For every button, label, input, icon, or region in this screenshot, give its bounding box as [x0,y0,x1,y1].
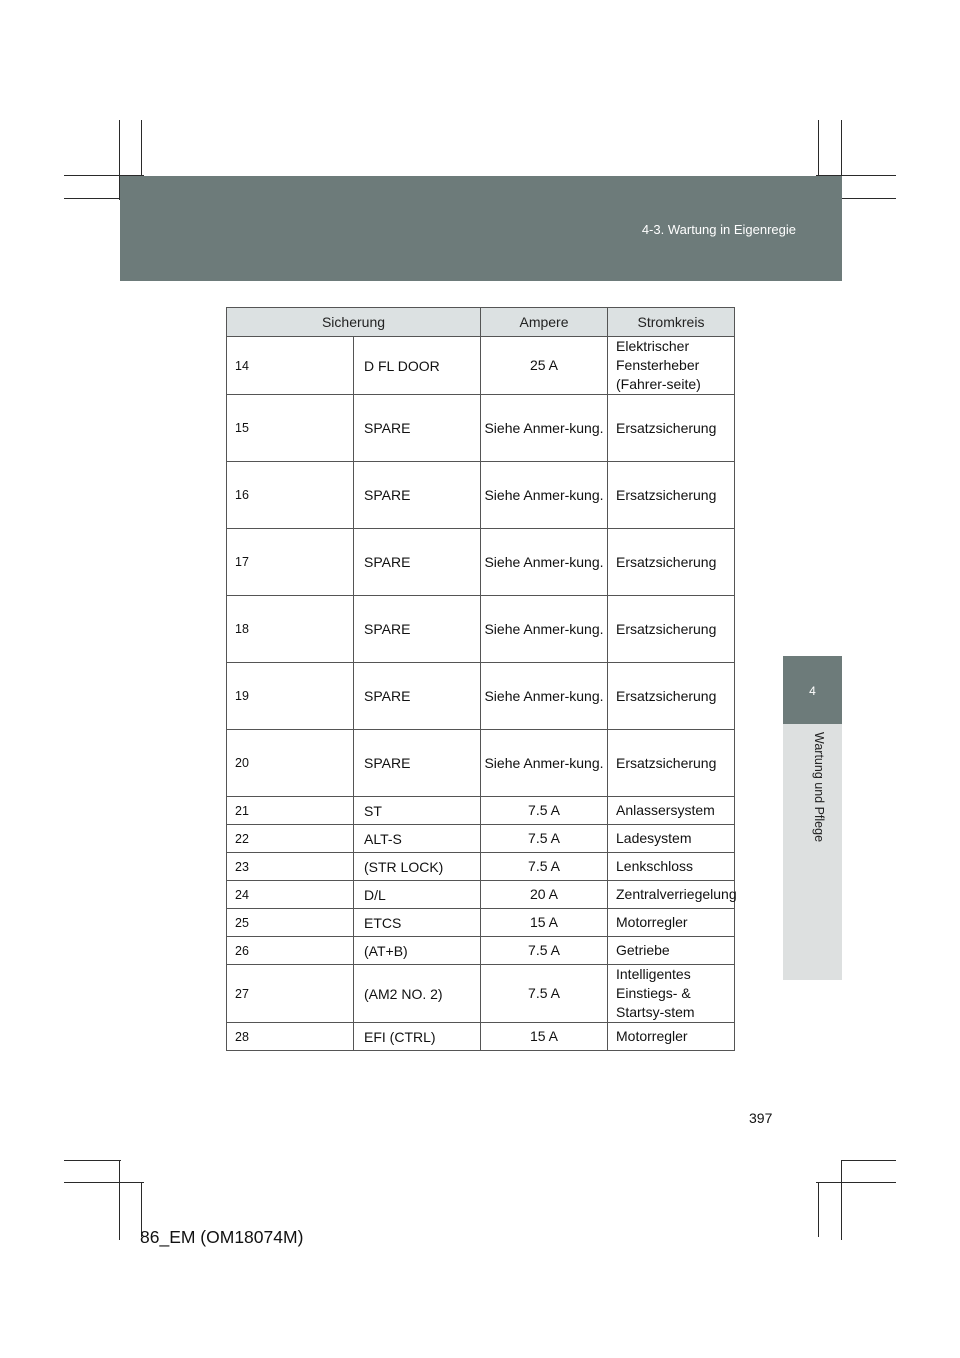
fuse-number: 17 [227,529,354,596]
table-row [227,730,735,797]
crop-mark [119,1160,120,1240]
table-row [227,1023,735,1051]
crop-mark [818,1182,819,1237]
table-row [227,965,735,1023]
fuse-ampere: 15 A [481,909,608,937]
fuse-circuit: Motorregler [608,1023,735,1051]
table-row [227,825,735,853]
table-row [227,797,735,825]
section-header [120,176,842,281]
fuse-ampere: 7.5 A [481,797,608,825]
fuse-circuit: Getriebe [608,937,735,965]
fuse-ampere: 20 A [481,881,608,909]
fuse-name: ETCS [354,909,481,937]
fuse-circuit: Ersatzsicherung [608,596,735,663]
table-row [227,663,735,730]
crop-mark [64,198,121,199]
fuse-name: ALT-S [354,825,481,853]
fuse-ampere: Siehe Anmer-kung. [481,529,608,596]
fuse-number: 25 [227,909,354,937]
fuse-number: 14 [227,337,354,395]
fuse-number: 18 [227,596,354,663]
fuse-circuit: Intelligentes Einstiegs- & Startsy-stem [608,965,735,1023]
table-row [227,529,735,596]
fuse-name: SPARE [354,663,481,730]
fuse-number: 26 [227,937,354,965]
fuse-ampere: Siehe Anmer-kung. [481,395,608,462]
fuse-ampere: 7.5 A [481,965,608,1023]
fuse-number: 27 [227,965,354,1023]
fuse-name: SPARE [354,730,481,797]
chapter-number: 4 [809,684,816,698]
fuse-number: 19 [227,663,354,730]
crop-mark [818,120,819,175]
table-row [227,596,735,663]
crop-mark [841,198,896,199]
table-row [227,937,735,965]
crop-mark [816,1182,896,1183]
fuse-ampere: 7.5 A [481,825,608,853]
crop-mark [841,1160,842,1240]
fuse-number: 24 [227,881,354,909]
chapter-tab-label-area [783,724,842,980]
fuse-number: 23 [227,853,354,881]
fuse-name: (AT+B) [354,937,481,965]
column-header-circuit: Stromkreis [608,308,735,337]
fuse-circuit: Ersatzsicherung [608,730,735,797]
fuse-number: 20 [227,730,354,797]
fuse-name: SPARE [354,529,481,596]
fuse-name: SPARE [354,462,481,529]
page-number: 397 [749,1110,773,1126]
fuse-table [226,307,735,1051]
fuse-number: 21 [227,797,354,825]
fuse-ampere: Siehe Anmer-kung. [481,462,608,529]
table-row [227,909,735,937]
fuse-name: EFI (CTRL) [354,1023,481,1051]
fuse-ampere: 15 A [481,1023,608,1051]
fuse-number: 22 [227,825,354,853]
fuse-ampere: Siehe Anmer-kung. [481,730,608,797]
fuse-name: (STR LOCK) [354,853,481,881]
fuse-name: ST [354,797,481,825]
column-header-ampere: Ampere [481,308,608,337]
fuse-circuit: Ersatzsicherung [608,529,735,596]
fuse-circuit: Ersatzsicherung [608,462,735,529]
column-header-fuse: Sicherung [227,308,481,337]
fuse-circuit: Motorregler [608,909,735,937]
crop-mark [64,1182,144,1183]
fuse-number: 16 [227,462,354,529]
fuse-name: SPARE [354,596,481,663]
fuse-ampere: Siehe Anmer-kung. [481,663,608,730]
fuse-circuit: Ladesystem [608,825,735,853]
fuse-circuit: Lenkschloss [608,853,735,881]
fuse-ampere: 25 A [481,337,608,395]
fuse-circuit: Elektrischer Fensterheber (Fahrer-seite) [608,337,735,395]
fuse-name: SPARE [354,395,481,462]
section-title: 4-3. Wartung in Eigenregie [641,222,796,237]
table-row [227,395,735,462]
fuse-circuit: Zentralverriegelung [608,881,735,909]
fuse-ampere: 7.5 A [481,937,608,965]
document-code: 86_EM (OM18074M) [140,1227,304,1247]
fuse-name: D/L [354,881,481,909]
fuse-circuit: Ersatzsicherung [608,663,735,730]
chapter-title: Wartung und Pflege [812,732,826,843]
table-header-row [227,308,735,337]
fuse-circuit: Anlassersystem [608,797,735,825]
fuse-ampere: Siehe Anmer-kung. [481,596,608,663]
table-row [227,853,735,881]
table-row [227,881,735,909]
crop-mark [841,1160,896,1161]
crop-mark [141,120,142,175]
fuse-ampere: 7.5 A [481,853,608,881]
fuse-name: D FL DOOR [354,337,481,395]
fuse-number: 15 [227,395,354,462]
crop-mark [64,1160,121,1161]
chapter-tab [783,656,842,724]
table-row [227,462,735,529]
fuse-name: (AM2 NO. 2) [354,965,481,1023]
table-row [227,337,735,395]
fuse-circuit: Ersatzsicherung [608,395,735,462]
fuse-number: 28 [227,1023,354,1051]
